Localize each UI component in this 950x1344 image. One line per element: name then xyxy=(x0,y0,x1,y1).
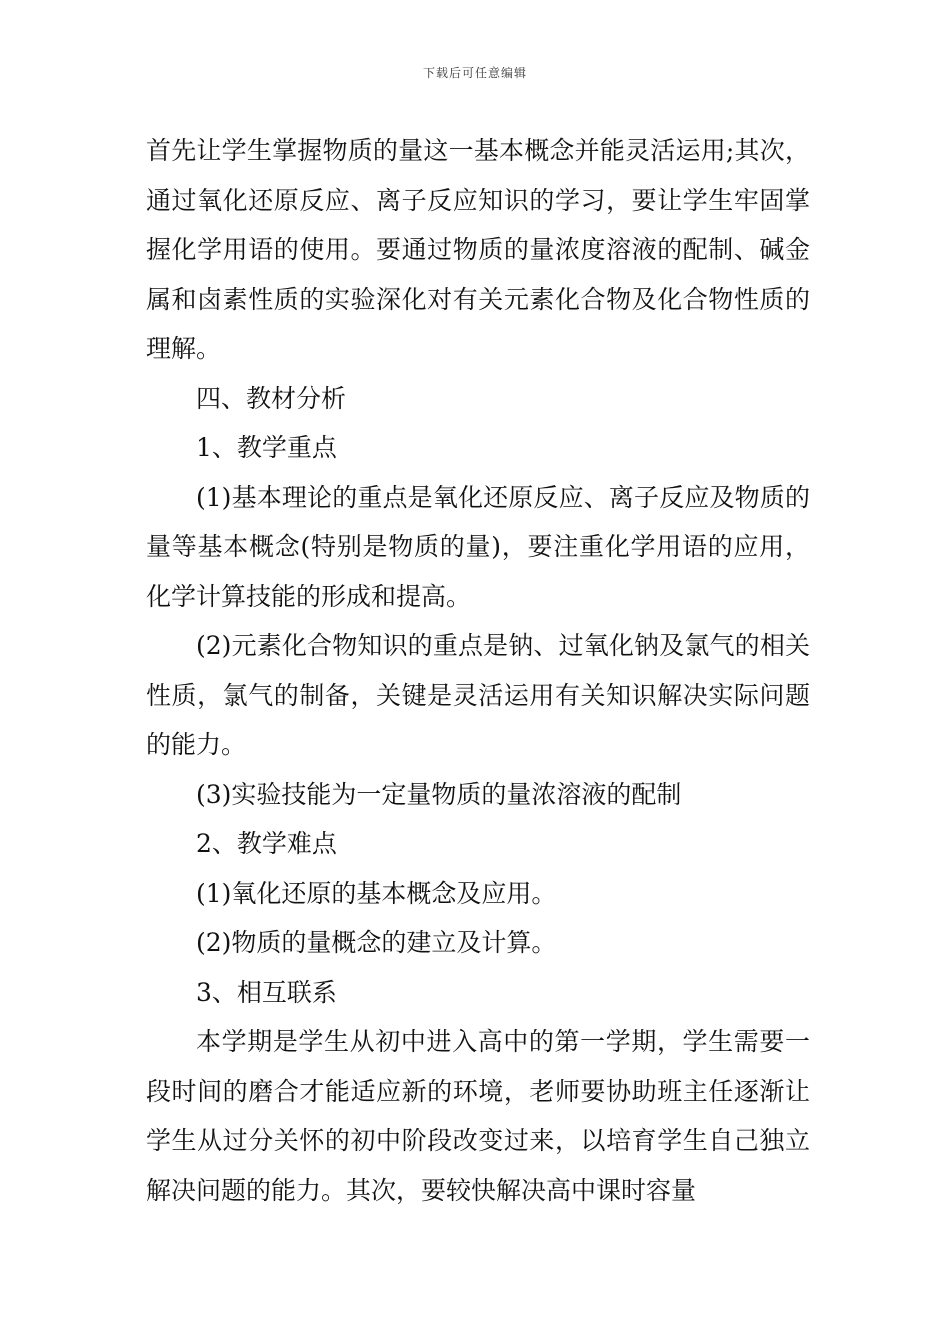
paragraph-intro: 首先让学生掌握物质的量这一基本概念并能灵活运用;其次，通过氧化还原反应、离子反应知识的学习，要让学生牢固掌握化学用语的使用。要通过物质的量浓度溶液的配制、碱金属和卤素性质的实验深化对有关元素化合物及化合物性质的理解。 xyxy=(146,136,810,363)
subheading-teaching-difficulty: 2、教学难点 xyxy=(196,829,337,858)
paragraph-difficulty-2: (2)物质的量概念的建立及计算。 xyxy=(196,928,557,957)
paragraph-difficulty-1: (1)氧化还原的基本概念及应用。 xyxy=(196,878,557,908)
page-header: 下载后可任意编辑 xyxy=(422,66,527,80)
document-body xyxy=(146,126,810,1215)
subheading-interconnection: 3、相互联系 xyxy=(196,977,337,1007)
paragraph-interconnection: 本学期是学生从初中进入高中的第一学期，学生需要一段时间的磨合才能适应新的环境，老师要协助班主任逐渐让学生从过分关怀的初中阶段改变过来，以培育学生自己独立解决问题的能力。其次，要较快解决高中课时容量 xyxy=(146,1027,810,1205)
paragraph-focus-1: (1)基本理论的重点是氧化还原反应、离子反应及物质的量等基本概念(特别是物质的量)，要注重化学用语的应用，化学计算技能的形成和提高。 xyxy=(146,482,810,611)
section-heading-textbook-analysis: 四、教材分析 xyxy=(196,383,347,413)
paragraph-focus-3: (3)实验技能为一定量物质的量浓溶液的配制 xyxy=(196,779,682,809)
paragraph-focus-2: (2)元素化合物知识的重点是钠、过氧化钠及氯气的相关性质，氯气的制备，关键是灵活运用有关知识解决实际问题的能力。 xyxy=(146,631,810,759)
subheading-teaching-focus: 1、教学重点 xyxy=(196,433,337,462)
